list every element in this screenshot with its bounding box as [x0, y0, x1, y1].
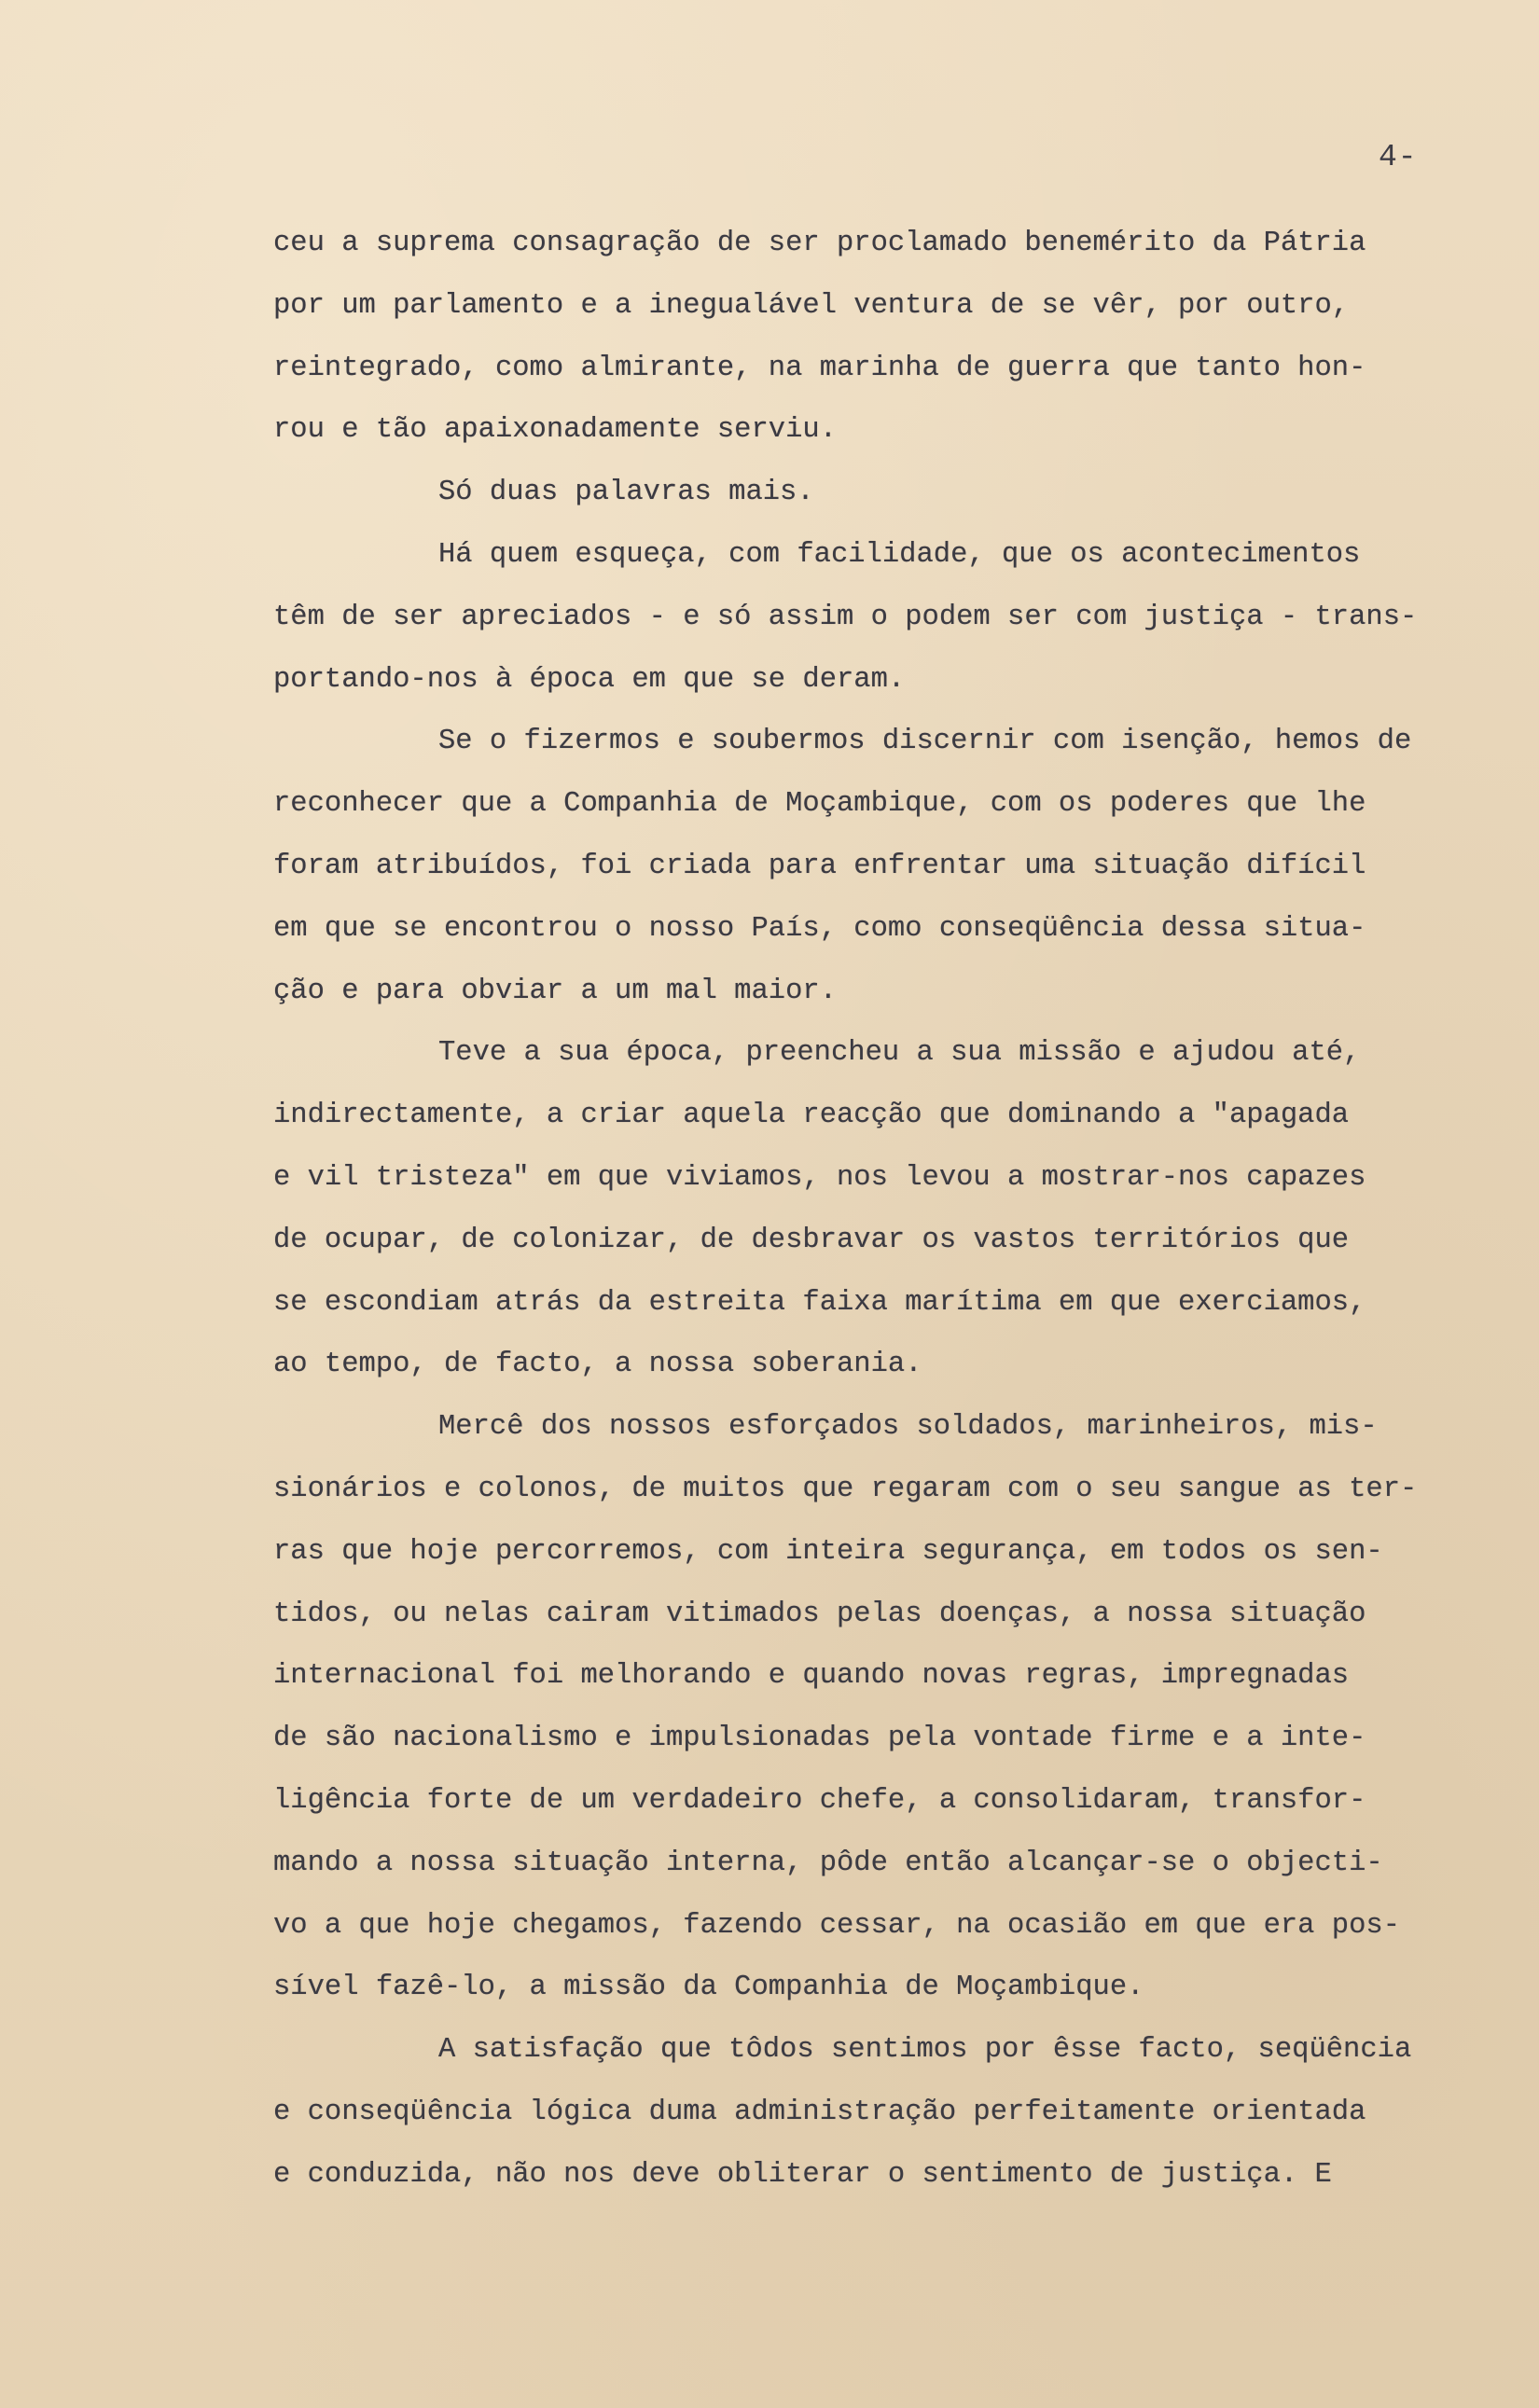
text-line: Há quem esqueça, com facilidade, que os acontecimentos: [438, 538, 1361, 571]
text-line: Só duas palavras mais.: [438, 477, 814, 509]
text-line: ras que hoje percorremos, com inteira segurança, em todos os sen-: [273, 1535, 1383, 1568]
page-number: 4-: [1379, 140, 1418, 174]
text-line: ligência forte de um verdadeiro chefe, a consolidaram, transfor-: [273, 1784, 1366, 1817]
text-line: ção e para obviar a um mal maior.: [273, 975, 837, 1007]
text-line: ao tempo, de facto, a nossa soberania.: [273, 1349, 922, 1381]
text-line: em que se encontrou o nosso País, como conseqüência dessa situa-: [273, 912, 1366, 945]
body-text: [273, 213, 1523, 2207]
text-line: vo a que hoje chegamos, fazendo cessar, na ocasião em que era pos-: [273, 1909, 1400, 1942]
text-line: Teve a sua época, preencheu a sua missão e ajudou até,: [438, 1037, 1361, 1070]
text-line: de são nacionalismo e impulsionadas pela vontade firme e a inte-: [273, 1723, 1366, 1755]
text-line: Se o fizermos e soubermos discernir com isenção, hemos de: [438, 726, 1412, 758]
text-line: têm de ser apreciados - e só assim o podem ser com justiça - trans-: [273, 601, 1418, 633]
text-line: internacional foi melhorando e quando novas regras, impregnadas: [273, 1660, 1350, 1693]
text-line: reintegrado, como almirante, na marinha de guerra que tanto hon-: [273, 352, 1366, 384]
text-line: e conduzida, não nos deve obliterar o sentimento de justiça. E: [273, 2158, 1332, 2191]
text-line: sível fazê-lo, a missão da Companhia de Moçambique.: [273, 1972, 1144, 2004]
text-line: sionários e colonos, de muitos que regaram com o seu sangue as ter-: [273, 1473, 1418, 1505]
text-line: se escondiam atrás da estreita faixa marítima em que exerciamos,: [273, 1286, 1366, 1319]
text-line: indirectamente, a criar aquela reacção que dominando a "apagada: [273, 1100, 1350, 1132]
text-line: e conseqüência lógica duma administração perfeitamente orientada: [273, 2096, 1366, 2128]
text-line: mando a nossa situação interna, pôde então alcançar-se o objecti-: [273, 1847, 1383, 1879]
text-line: reconhecer que a Companhia de Moçambique, com os poderes que lhe: [273, 788, 1366, 821]
text-line: por um parlamento e a inegualável ventura de se vêr, por outro,: [273, 289, 1350, 322]
text-line: de ocupar, de colonizar, de desbravar os vastos territórios que: [273, 1224, 1350, 1256]
text-line: portando-nos à época em que se deram.: [273, 663, 906, 696]
text-line: tidos, ou nelas cairam vitimados pelas doenças, a nossa situação: [273, 1598, 1366, 1630]
text-line: rou e tão apaixonadamente serviu.: [273, 414, 837, 447]
text-line: e vil tristeza" em que viviamos, nos levou a mostrar-nos capazes: [273, 1161, 1366, 1194]
text-line: Mercê dos nossos esforçados soldados, marinheiros, mis-: [438, 1411, 1378, 1444]
text-line: foram atribuídos, foi criada para enfrentar uma situação difícil: [273, 850, 1366, 882]
text-line: ceu a suprema consagração de ser proclamado benemérito da Pátria: [273, 228, 1366, 259]
text-line: A satisfação que tôdos sentimos por êsse facto, seqüência: [438, 2034, 1412, 2067]
